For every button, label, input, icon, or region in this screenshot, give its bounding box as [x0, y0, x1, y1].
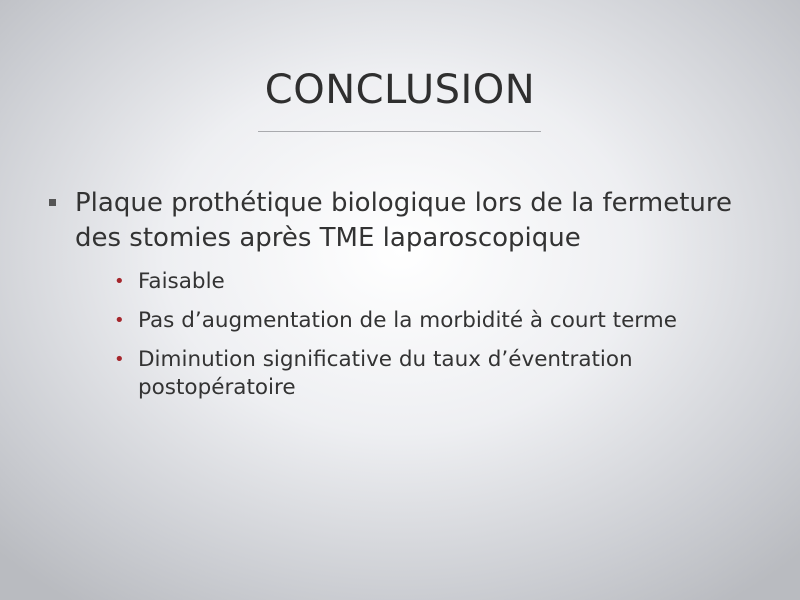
sub-bullet-item	[112, 307, 770, 335]
slide-title: CONCLUSION	[264, 67, 536, 113]
sub-bullet-item	[112, 268, 770, 296]
dot-bullet-icon: •	[114, 349, 125, 370]
slide-content	[40, 186, 770, 413]
title-divider	[258, 131, 541, 132]
sub-bullet-list	[40, 268, 770, 402]
main-bullet	[40, 186, 770, 256]
dot-bullet-icon: •	[114, 310, 125, 331]
dot-bullet-icon: •	[114, 271, 125, 292]
sub-bullet-text: Diminution significative du taux d’éventration postopératoire	[138, 347, 633, 400]
main-bullet-text: Plaque prothétique biologique lors de la fermeture des stomies après TME laparoscopique	[75, 188, 732, 253]
sub-bullet-text: Faisable	[138, 269, 225, 294]
square-bullet-icon	[49, 199, 56, 206]
sub-bullet-text: Pas d’augmentation de la morbidité à court terme	[138, 308, 677, 333]
sub-bullet-item	[112, 346, 770, 402]
